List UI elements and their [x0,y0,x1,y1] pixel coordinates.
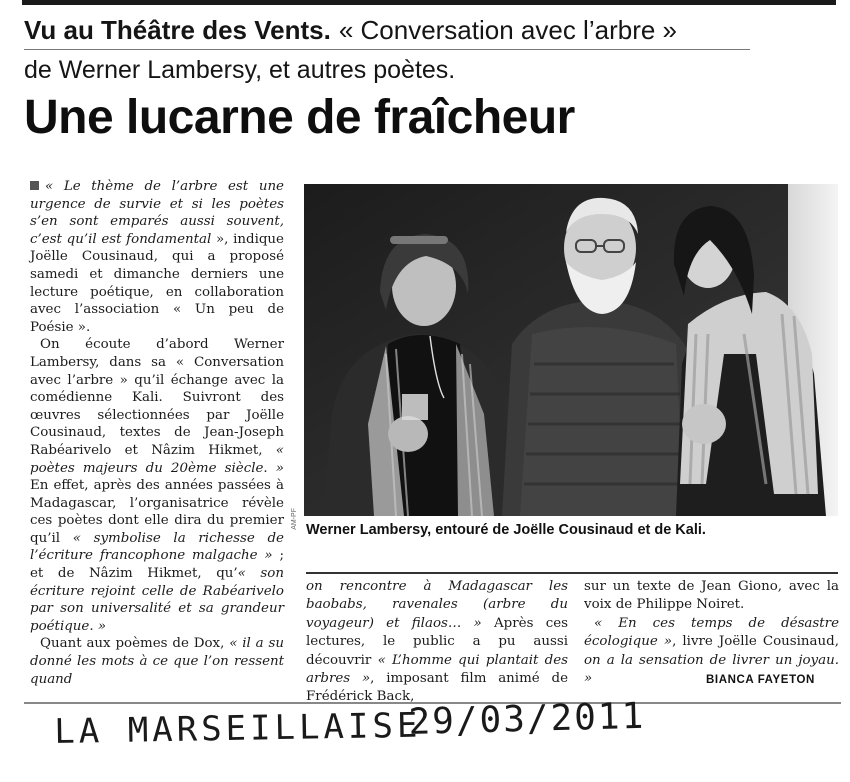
paragraph-1 [30,178,284,336]
author-signature: BIANCA FAYETON [706,674,815,686]
article-photo [304,184,838,516]
kicker-rule [24,49,750,50]
paragraph-5: sur un texte de Jean Giono, avec la voix de Philippe Noiret. [584,579,839,613]
paragraph-3: Quant aux poèmes de Dox, « il a su donné les mots à ce que l’on ressent quand [30,636,285,687]
paragraph-4: on rencontre à Madagascar les baobabs, ravenales (arbre du voyageur) et filaos… » Après ces lectures, le public a pu aussi découvrir « L’homme qui plantait des arbres », imposant film animé de Frédérick Back, [306,579,568,705]
bullet-square-icon [30,181,39,190]
top-rule [22,0,836,5]
headline: Une lucarne de fraîcheur [24,91,575,144]
article-column-1 [30,178,284,688]
column-rule [306,572,838,574]
paragraph-2: On écoute d’abord Werner Lambersy, dans sa « Conversation avec l’arbre » qu’il échange avec la comédienne Kali. Suivront des œuvres sélectionnées par Joëlle Cousinaud, textes de Jean-Joseph Rabéarivelo et Nâzim Hikmet, « poètes majeurs du 20ème siècle. » En effet, après des années passées à Madagascar, l’organisatrice révèle ces poètes dont elle dira du premier qu’il « symbolise la richesse de l’écriture francophone malgache » ; et de Nâzim Hikmet, qu’« son écriture rejoint celle de Rabéarivelo par son universalité et sa grandeur poétique. » [30,337,285,634]
photo-credit: AM-PF [291,508,298,530]
kicker-title: « Conversation avec l’arbre » [338,15,677,45]
handwritten-date: 29/03/2011 [408,695,646,743]
kicker-line-1 [24,14,677,46]
photo-caption: Werner Lambersy, entouré de Joëlle Cousinaud et de Kali. [306,522,706,538]
article-column-2 [306,578,568,707]
opening-quote: « Le thème de l’arbre est une urgence de survie et si les poètes s’en sont emparés aussi souvent, c’est qu’il est fondamental [30,179,284,247]
kicker-line-2: de Werner Lambersy, et autres poètes. [24,56,456,84]
paragraph-6: « En ces temps de désastre écologique », livre Joëlle Cousinaud, on a la sensation de livrer un joyau. » [584,615,839,687]
opening-attribution: », indique Joëlle Cousinaud, qui a proposé samedi et dimanche derniers une lecture poétique, en collaboration avec l’association « Un peu de Poésie ». [30,231,284,335]
article-column-3 [584,578,839,688]
handwritten-source: LA MARSEILLAISE [54,705,422,752]
kicker-venue: Vu au Théâtre des Vents. [24,15,331,45]
